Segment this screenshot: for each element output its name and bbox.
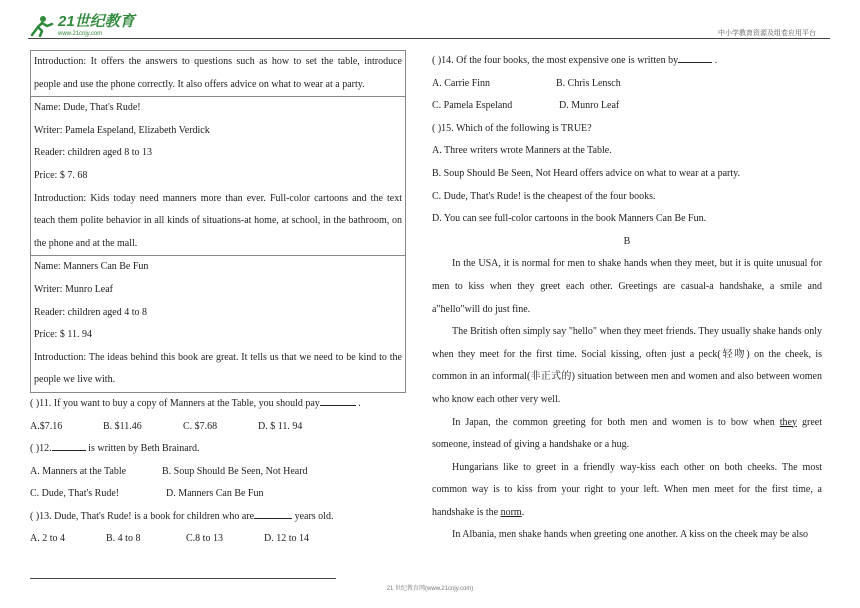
book-price: Price: $ 11. 94 xyxy=(34,329,92,341)
options-row xyxy=(432,95,822,118)
question-stem-end: . xyxy=(712,55,718,66)
underlined-word: they xyxy=(779,416,797,428)
options-row xyxy=(432,73,822,96)
passage-paragraph: The British often simply say "hello" when they meet friends. They usually shake hands only when they meet for the first time. Social kissing, often just a peck(轻吻) on the cheek, is common in an informal(非正式的) situation between men and women and also between women who know each other very well. xyxy=(432,326,822,405)
book-cell xyxy=(31,255,405,392)
site-logo xyxy=(28,14,135,37)
passage-paragraph: In the USA, it is normal for men to shake hands when they meet, but it is quite unusual for men to kiss when they greet each other. Greetings are casual-a handshake, a smile and a"hello"will do just fine. xyxy=(432,258,822,315)
answer-blank xyxy=(678,50,712,63)
underlined-word: norm xyxy=(500,506,522,518)
passage-paragraph xyxy=(432,457,822,525)
question-15: ( )15. Which of the following is TRUE? xyxy=(432,122,592,134)
option: B. Chris Lensch xyxy=(556,77,621,89)
option: B. Soup Should Be Seen, Not Heard offers advice on what to wear at a party. xyxy=(432,167,740,179)
question-stem-end: is written by Beth Brainard. xyxy=(85,443,200,455)
question-stem: ( )14. Of the four books, the most expensive one is written by xyxy=(432,55,679,66)
option: D. You can see full-color cartoons in the book Manners Can Be Fun. xyxy=(432,213,707,225)
question-stem: ( )13. Dude, That's Rude! is a book for children who are xyxy=(30,510,255,522)
option: A. Manners at the Table xyxy=(30,465,127,477)
book-intro: Introduction: It offers the answers to questions such as how to set the table, introduce people and use the phone correctly. It also offers advice on what to wear at a party. xyxy=(34,56,402,90)
options-row xyxy=(30,416,406,439)
platform-label: 中小学教育资源及组卷应用平台 xyxy=(718,30,816,37)
option: C. $7.68 xyxy=(183,420,218,432)
option: C.8 to 13 xyxy=(186,533,223,545)
question-14 xyxy=(432,50,822,73)
book-price: Price: $ 7. 68 xyxy=(34,169,88,181)
book-cell xyxy=(31,51,405,96)
question-11 xyxy=(30,393,406,416)
book-reader: Reader: children aged 8 to 13 xyxy=(34,147,153,159)
option: C. Dude, That's Rude! xyxy=(30,488,120,500)
question-13 xyxy=(30,506,406,529)
book-reader: Reader: children aged 4 to 8 xyxy=(34,306,148,318)
text-run: . xyxy=(521,506,525,518)
option: A. Three writers wrote Manners at the Table. xyxy=(432,145,612,157)
footer-text: 21 世纪教育网(www.21cnjy.com) xyxy=(386,586,474,592)
passage-heading: B xyxy=(623,235,631,247)
option: A. Carrie Finn xyxy=(432,77,491,89)
answer-blank xyxy=(52,438,86,451)
left-column xyxy=(30,50,406,551)
text-run: greet someone, instead of giving a handshake or a hug. xyxy=(432,416,822,451)
footer-divider xyxy=(30,578,336,579)
logo-title: 21世纪教育 xyxy=(58,13,135,30)
option: C. Dude, That's Rude! is the cheapest of the four books. xyxy=(432,190,656,202)
logo-url: www.21cnjy.com xyxy=(58,31,103,37)
text-run: Hungarians like to greet in a friendly way-kiss each other on both cheeks. The most common way is to kiss from your right to your left. When men meet for the first time, a handshake is the xyxy=(432,461,822,518)
question-stem: ( )12. xyxy=(30,443,52,455)
options-row xyxy=(30,528,406,551)
question-stem-end: years old. xyxy=(292,510,334,522)
book-writer: Writer: Munro Leaf xyxy=(34,283,114,295)
passage-paragraph xyxy=(432,412,822,457)
option: D. Munro Leaf xyxy=(559,100,620,112)
option: A.$7.16 xyxy=(30,420,63,432)
book-writer: Writer: Pamela Espeland, Elizabeth Verdick xyxy=(34,124,210,136)
book-name: Name: Dude, That's Rude! xyxy=(34,102,141,114)
book-intro: Introduction: The ideas behind this book are great. It tells us that we need to be kind to the people we live with. xyxy=(34,351,402,386)
answer-blank xyxy=(254,506,292,519)
option: C. Pamela Espeland xyxy=(432,100,513,112)
answer-blank xyxy=(320,393,356,406)
book-table xyxy=(30,50,406,393)
question-12 xyxy=(30,438,406,461)
header-divider xyxy=(28,38,830,39)
text-run: In Japan, the common greeting for both men and women is to bow when xyxy=(452,416,780,428)
book-cell xyxy=(31,96,405,255)
option: A. 2 to 4 xyxy=(30,533,65,545)
option: B. 4 to 8 xyxy=(106,533,141,545)
options-row xyxy=(30,461,406,484)
question-stem-end: . xyxy=(355,397,361,409)
passage-paragraph: In Albania, men shake hands when greeting one another. A kiss on the cheek may be also xyxy=(452,529,809,541)
book-intro: Introduction: Kids today need manners more than ever. Full-color cartoons and the text teach them polite behavior in all kinds of situations-at home, at school, in the bathroom, on the phone and at the mall. xyxy=(34,192,402,249)
options-row xyxy=(30,483,406,506)
option: B. $11.46 xyxy=(103,420,142,432)
option: B. Soup Should Be Seen, Not Heard xyxy=(162,465,308,477)
option: D. $ 11. 94 xyxy=(258,420,303,432)
option: D. Manners Can Be Fun xyxy=(166,488,264,500)
option: D. 12 to 14 xyxy=(264,533,309,545)
question-stem: ( )11. If you want to buy a copy of Manners at the Table, you should pay xyxy=(30,397,320,409)
right-column xyxy=(432,50,822,547)
book-name: Name: Manners Can Be Fun xyxy=(34,261,149,273)
runner-logo-icon xyxy=(28,15,54,37)
